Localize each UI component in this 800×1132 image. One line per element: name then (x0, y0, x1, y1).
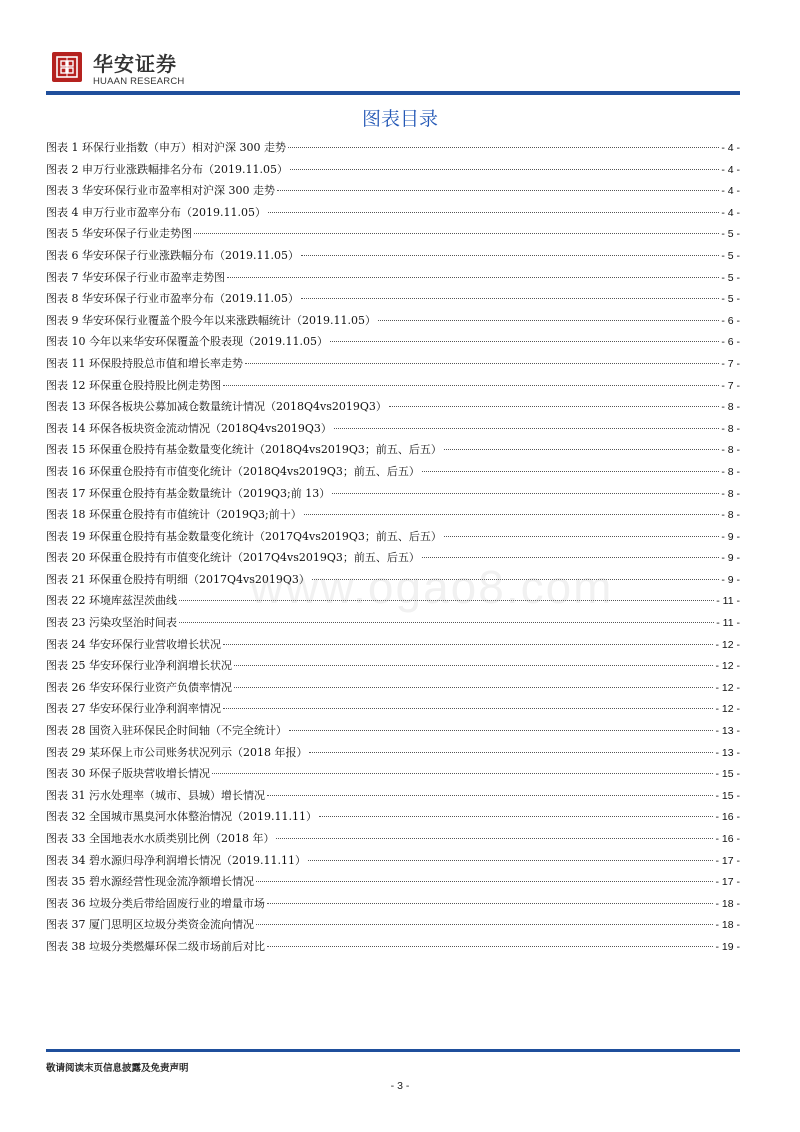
toc-entry[interactable] (46, 439, 740, 461)
toc-dot-leader (234, 686, 713, 688)
toc-entry-page: - 6 - (721, 314, 740, 327)
toc-dot-leader (227, 276, 719, 278)
toc-entry-page: - 13 - (715, 725, 740, 738)
toc-entry-page: - 6 - (721, 336, 740, 349)
toc-dot-leader (223, 643, 713, 645)
toc-entry-label: 图表 6 华安环保子行业涨跌幅分布（2019.11.05） (46, 248, 299, 262)
toc-entry-label: 图表 13 环保各板块公募加减仓数量统计情况（2018Q4vs2019Q3） (46, 400, 387, 414)
toc-entry-label: 图表 10 今年以来华安环保覆盖个股表现（2019.11.05） (46, 335, 328, 349)
header-divider (46, 91, 740, 95)
toc-entry-page: - 8 - (721, 422, 740, 435)
page-number: - 3 - (390, 1080, 410, 1092)
brand-name-en: HUAAN RESEARCH (93, 76, 185, 87)
toc-entry-label: 图表 4 申万行业市盈率分布（2019.11.05） (46, 205, 266, 219)
toc-entry-label: 图表 1 环保行业指数（申万）相对沪深 300 走势 (46, 141, 286, 154)
toc-entry-label: 图表 23 污染攻坚治时间表 (46, 616, 177, 630)
toc-entry[interactable] (46, 936, 740, 958)
toc-entry-page: - 5 - (721, 271, 740, 284)
toc-entry-page: - 15 - (715, 768, 740, 781)
toc-entry[interactable] (46, 267, 740, 289)
toc-entry[interactable] (46, 850, 740, 872)
toc-entry-page: - 9 - (721, 552, 740, 565)
toc-dot-leader (422, 470, 719, 472)
toc-entry-label: 图表 14 环保各板块资金流动情况（2018Q4vs2019Q3） (46, 421, 332, 435)
toc-entry-page: - 5 - (721, 228, 740, 241)
toc-entry[interactable] (46, 180, 740, 202)
toc-entry-label: 图表 36 垃圾分类后带给固废行业的增量市场 (46, 896, 265, 910)
toc-dot-leader (223, 384, 719, 386)
watermark: www.ogao8.com (250, 561, 614, 613)
toc-entry-label: 图表 35 碧水源经营性现金流净额增长情况 (46, 875, 254, 889)
toc-dot-leader (332, 492, 719, 494)
toc-entry[interactable] (46, 331, 740, 353)
toc-entry[interactable] (46, 288, 740, 310)
toc-entry[interactable] (46, 396, 740, 418)
toc-entry-page: - 16 - (715, 833, 740, 845)
toc-entry-page: - 9 - (721, 530, 740, 543)
toc-entry-label: 图表 31 污水处理率（城市、县城）增长情况 (46, 788, 265, 802)
toc-entry-label: 图表 3 华安环保行业市盈率相对沪深 300 走势 (46, 184, 275, 198)
toc-dot-leader (212, 772, 713, 774)
toc-dot-leader (194, 232, 719, 234)
toc-entry-page: - 12 - (715, 660, 740, 673)
toc-entry-label: 图表 33 全国地表水水质类别比例（2018 年） (46, 832, 275, 845)
toc-entry-page: - 5 - (721, 293, 740, 306)
toc-dot-leader (289, 729, 713, 731)
toc-entry-page: - 8 - (721, 444, 740, 457)
toc-entry-label: 图表 24 华安环保行业营收增长状况 (46, 637, 221, 651)
toc-dot-leader (301, 297, 719, 299)
toc-dot-leader (245, 362, 719, 364)
toc-entry[interactable] (46, 353, 740, 375)
toc-dot-leader (444, 535, 719, 537)
toc-entry[interactable] (46, 310, 740, 332)
toc-entry-page: - 8 - (721, 487, 740, 500)
toc-dot-leader (389, 405, 719, 407)
toc-entry-page: - 17 - (715, 854, 740, 867)
toc-entry[interactable] (46, 569, 740, 591)
toc-dot-leader (334, 427, 719, 429)
toc-entry-page: - 9 - (721, 573, 740, 586)
toc-dot-leader (267, 794, 713, 796)
toc-entry-page: - 12 - (715, 703, 740, 716)
toc-entry-label: 图表 9 华安环保行业覆盖个股今年以来涨跌幅统计（2019.11.05） (46, 313, 376, 327)
toc-dot-leader (179, 621, 714, 623)
toc-entry-label: 图表 17 环保重仓股持有基金数量统计（2019Q3;前 13） (46, 486, 331, 500)
toc-entry-label: 图表 16 环保重仓股持有市值变化统计（2018Q4vs2019Q3；前五、后五） (46, 464, 420, 478)
toc-entry-label: 图表 29 某环保上市公司账务状况列示（2018 年报） (46, 745, 308, 759)
toc-entry-label: 图表 11 环保股持股总市值和增长率走势 (46, 356, 243, 370)
disclaimer-note: 敬请阅读末页信息披露及免责声明 (46, 1063, 189, 1074)
toc-entry[interactable] (46, 504, 740, 526)
toc-entry[interactable] (46, 159, 740, 181)
toc-entry-label: 图表 20 环保重仓股持有市值变化统计（2017Q4vs2019Q3；前五、后五） (46, 551, 420, 565)
toc-entry-label: 图表 38 垃圾分类燃爆环保二级市场前后对比 (46, 939, 265, 953)
toc-dot-leader (256, 880, 713, 882)
toc-entry-page: - 13 - (715, 746, 740, 759)
toc-entry-label: 图表 2 申万行业涨跌幅排名分布（2019.11.05） (46, 162, 288, 176)
toc-entry[interactable] (46, 547, 740, 569)
toc-entry[interactable] (46, 785, 740, 807)
toc-dot-leader (301, 254, 719, 256)
toc-entry-label: 图表 34 碧水源归母净利润增长情况（2019.11.11） (46, 853, 306, 867)
toc-entry[interactable] (46, 526, 740, 548)
toc-entry[interactable] (46, 806, 740, 828)
toc-dot-leader (288, 146, 719, 148)
toc-dot-leader (277, 189, 719, 191)
toc-dot-leader (276, 837, 713, 839)
toc-entry-page: - 7 - (721, 357, 740, 370)
toc-entry[interactable] (46, 720, 740, 742)
toc-entry[interactable] (46, 828, 740, 850)
toc-entry-page: - 12 - (715, 638, 740, 651)
toc-entry-page: - 19 - (715, 940, 740, 953)
toc-entry-page: - 8 - (721, 401, 740, 414)
toc-dot-leader (378, 319, 719, 321)
toc-entry[interactable] (46, 893, 740, 915)
toc-entry[interactable] (46, 483, 740, 505)
toc-entry[interactable] (46, 223, 740, 245)
toc-dot-leader (234, 664, 713, 666)
toc-entry-label: 图表 21 环保重仓股持有明细（2017Q4vs2019Q3） (46, 572, 310, 586)
toc-entry[interactable] (46, 612, 740, 634)
toc-dot-leader (179, 599, 714, 601)
brand-name-cn: 华安证券 (93, 52, 177, 76)
toc-entry-page: - 18 - (715, 897, 740, 910)
toc-dot-leader (304, 513, 720, 515)
toc-entry-label: 图表 15 环保重仓股持有基金数量变化统计（2018Q4vs2019Q3；前五、后五） (46, 443, 442, 457)
toc-entry-label: 图表 28 国资入驻环保民企时间轴（不完全统计） (46, 724, 287, 738)
toc-entry-page: - 8 - (721, 465, 740, 478)
toc-entry-page: - 11 - (716, 595, 740, 608)
toc-entry-page: - 16 - (715, 811, 740, 824)
toc-entry-label: 图表 22 环境库兹涅茨曲线 (46, 594, 177, 608)
toc-entry-page: - 17 - (715, 876, 740, 889)
toc-dot-leader (267, 945, 713, 947)
toc-entry-page: - 5 - (721, 249, 740, 262)
toc-entry-page: - 18 - (715, 919, 740, 932)
toc-entry-label: 图表 5 华安环保子行业走势图 (46, 227, 192, 241)
toc-dot-leader (268, 211, 719, 213)
toc-entry[interactable] (46, 655, 740, 677)
toc-entry[interactable] (46, 590, 740, 612)
toc-dot-leader (256, 923, 713, 925)
toc-entry[interactable] (46, 375, 740, 397)
toc-entry-page: - 4 - (721, 163, 740, 176)
toc-dot-leader (444, 448, 719, 450)
toc-entry-label: 图表 7 华安环保子行业市盈率走势图 (46, 270, 225, 284)
toc-entry-label: 图表 26 华安环保行业资产负债率情况 (46, 680, 232, 694)
toc-entry[interactable] (46, 461, 740, 483)
toc-entry-page: - 15 - (715, 789, 740, 802)
footer-divider (46, 1049, 740, 1052)
toc-entry-label: 图表 32 全国城市黑臭河水体整治情况（2019.11.11） (46, 810, 317, 824)
toc-dot-leader (267, 902, 713, 904)
toc-entry-label: 图表 37 厦门思明区垃圾分类资金流向情况 (46, 918, 254, 932)
toc-entry[interactable] (46, 418, 740, 440)
toc-dot-leader (319, 815, 714, 817)
toc-entry[interactable] (46, 871, 740, 893)
toc-entry[interactable] (46, 742, 740, 764)
toc-entry-label: 图表 8 华安环保子行业市盈率分布（2019.11.05） (46, 292, 299, 306)
toc-entry[interactable] (46, 245, 740, 267)
toc-entry-label: 图表 25 华安环保行业净利润增长状况 (46, 659, 232, 673)
toc-entry-page: - 11 - (716, 617, 740, 630)
toc-entry-page: - 7 - (721, 379, 740, 392)
toc-dot-leader (290, 168, 719, 170)
toc-entry[interactable] (46, 202, 740, 224)
page-title: 图表目录 (361, 108, 438, 130)
toc-entry[interactable] (46, 634, 740, 656)
toc-entry-page: - 4 - (721, 142, 740, 154)
toc-entry[interactable] (46, 914, 740, 936)
toc-entry-label: 图表 18 环保重仓股持有市值统计（2019Q3;前十） (46, 508, 302, 522)
company-logo-icon (52, 52, 82, 82)
toc-entry-page: - 4 - (721, 206, 740, 219)
toc-entry[interactable] (46, 763, 740, 785)
toc-entry[interactable] (46, 698, 740, 720)
toc-entry-page: - 4 - (721, 185, 740, 198)
toc-entry-label: 图表 27 华安环保行业净利润率情况 (46, 702, 221, 716)
toc-entry[interactable] (46, 677, 740, 699)
toc-entry-label: 图表 19 环保重仓股持有基金数量变化统计（2017Q4vs2019Q3；前五、后五） (46, 529, 442, 543)
toc-dot-leader (309, 751, 713, 753)
toc-entry-label: 图表 12 环保重仓股持股比例走势图 (46, 378, 221, 392)
toc-entry-page: - 8 - (721, 509, 740, 522)
toc-entry[interactable] (46, 137, 740, 159)
toc-list (46, 137, 740, 958)
toc-dot-leader (308, 859, 714, 861)
toc-entry-page: - 12 - (715, 681, 740, 694)
toc-entry-label: 图表 30 环保子版块营收增长情况 (46, 767, 210, 781)
toc-dot-leader (422, 556, 719, 558)
toc-dot-leader (330, 340, 719, 342)
toc-dot-leader (223, 707, 713, 709)
toc-dot-leader (312, 578, 719, 580)
